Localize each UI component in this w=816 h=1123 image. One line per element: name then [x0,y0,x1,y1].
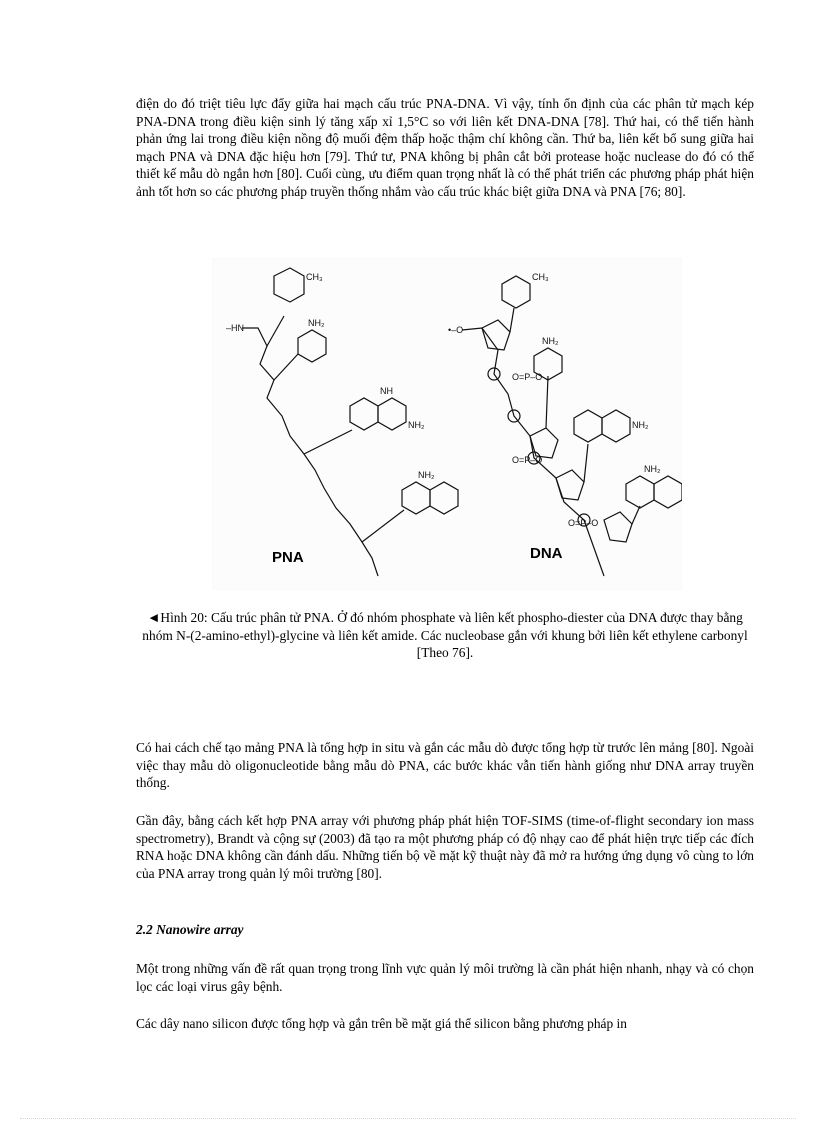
svg-text:O=P–O: O=P–O [512,455,543,465]
svg-text:NH₂: NH₂ [408,420,425,430]
svg-text:NH₂: NH₂ [308,318,325,328]
paragraph-pna-array-fabrication: Có hai cách chế tạo mảng PNA là tổng hợp in situ và gắn các mẫu dò được tổng hợp từ trước lên mảng [80]. Ngoài việc thay mẫu dò oligonucleotide bằng mẫu dò PNA, các bước khác vẫn tiến hành giống như DNA array truyền thống. [136,740,754,790]
svg-text:NH₂: NH₂ [632,420,649,430]
svg-text:NH₂: NH₂ [418,470,435,480]
svg-text:NH: NH [380,386,393,396]
paragraph-tof-sims: Gần đây, bằng cách kết hợp PNA array với phương pháp phát hiện TOF-SIMS (time-of-flight secondary ion mass spectrometry), Brandt và cộng sự (2003) đã tạo ra một phương pháp có độ nhạy cao để phát hiện trực tiếp các đích RNA hoặc DNA không cần đánh dấu. Những tiến bộ về mặt kỹ thuật này đã mở ra hướng ứng dụng vô cùng to lớn của PNA array trong quản lý môi trường [80]. [136,813,754,881]
svg-text:•–O: •–O [448,325,464,335]
paragraph-silicon-nanowires: Các dây nano silicon được tổng hợp và gắn trên bề mặt giá thể silicon bằng phương pháp in [136,1016,627,1031]
svg-text:NH₂: NH₂ [542,336,559,346]
pna-label: PNA [272,549,304,566]
dna-label: DNA [530,545,563,562]
svg-text:CH₃: CH₃ [532,272,549,282]
svg-text:NH₂: NH₂ [644,464,661,474]
svg-text:–HN: –HN [226,323,245,333]
paragraph-virus-detection: Một trong những vấn đề rất quan trọng trong lĩnh vực quản lý môi trường là cần phát hiện nhanh, nhạy và có chọn lọc các loại virus gây bệnh. [136,961,754,994]
section-heading: 2.2 Nanowire array [136,922,244,937]
svg-text:O=P–O: O=P–O [512,372,543,382]
svg-text:CH₃: CH₃ [306,272,323,282]
pna-dna-structure-figure [212,258,682,590]
svg-text:O=P–O: O=P–O [568,518,599,528]
page-bottom-border [20,1118,796,1119]
paragraph-pna-advantages: điện do đó triệt tiêu lực đẩy giữa hai mạch cấu trúc PNA-DNA. Vì vậy, tính ổn định của các phân tử mạch kép PNA-DNA trong điều kiện sinh lý tăng xấp xỉ 1,5°C so với liên kết DNA-DNA [78]. Thứ hai, có thể tiến hành phản ứng lai trong điều kiện nồng độ muối đệm thấp hoặc thậm chí không cần. Thứ ba, liên kết bổ sung giữa hai mạch PNA và DNA đặc hiệu hơn [79]. Thứ tư, PNA không bị phân cắt bởi protease hoặc nuclease do đó có thể thiết kế mẫu dò ngắn hơn [80]. Cuối cùng, ưu điểm quan trọng nhất là có thể phát triển các phương pháp phát hiện ảnh tốt hơn so các phương pháp truyền thống nhắm vào cấu trúc khác biệt giữa DNA và PNA [76; 80]. [136,96,754,199]
figure-caption: ◄Hình 20: Cấu trúc phân tử PNA. Ở đó nhóm phosphate và liên kết phospho-diester của DNA được thay bằng nhóm N-(2-amino-ethyl)-glycine và liên kết amide. Các nucleobase gắn với khung bởi liên kết ethylene carbonyl [Theo 76]. [142,610,748,660]
